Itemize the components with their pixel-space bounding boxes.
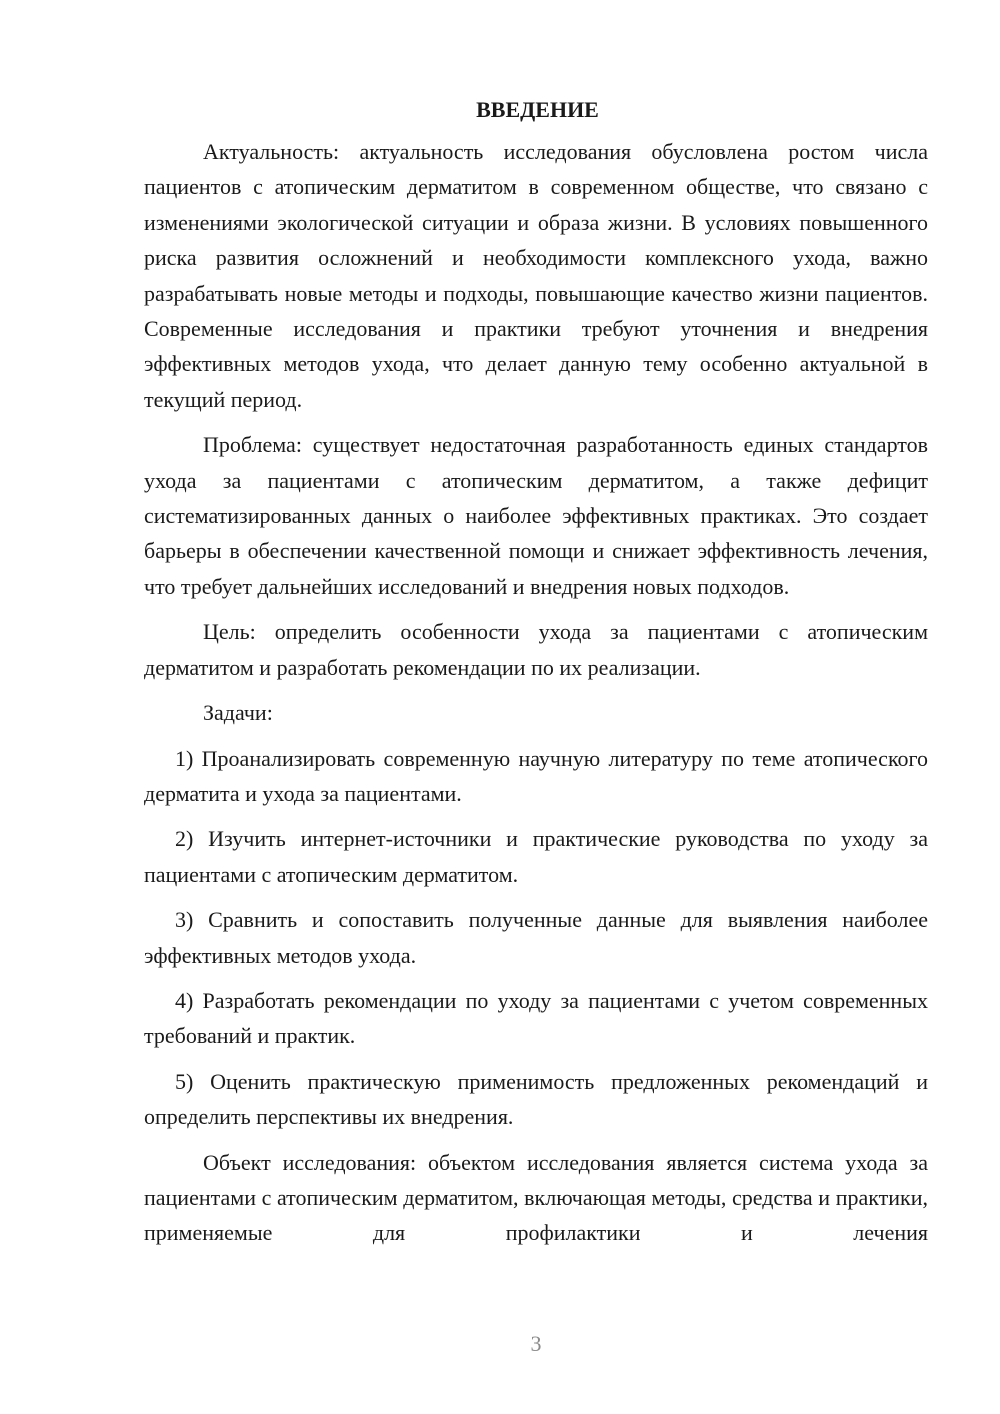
task-item-2: 2) Изучить интернет-источники и практические руководства по уходу за пациентами с атопическим дерматитом.: [144, 826, 928, 887]
problem-paragraph: Проблема: существует недостаточная разработанность единых стандартов ухода за пациентами с атопическим дерматитом, а также дефицит систематизированных данных о наиболее эффективных практиках. Это создает барьеры в обеспечении качественной помощи и снижает эффективность лечения, что требует дальнейших исследований и внедрения новых подходов.: [144, 432, 928, 599]
document-page: [144, 92, 928, 1261]
task-item-1: 1) Проанализировать современную научную литературу по теме атопического дерматита и ухода за пациентами.: [144, 745, 928, 806]
goal-paragraph: Цель: определить особенности ухода за пациентами с атопическим дерматитом и разработать рекомендации по их реализации.: [144, 619, 928, 680]
section-heading: ВВЕДЕНИЕ: [476, 97, 599, 122]
task-item-4: 4) Разработать рекомендации по уходу за пациентами с учетом современных требований и практик.: [144, 987, 928, 1049]
object-paragraph: Объект исследования: объектом исследования является система ухода за пациентами с атопическим дерматитом, включающая методы, средства и практики, применяемые для профилактики и лечения: [144, 1149, 928, 1246]
tasks-label: Задачи:: [203, 700, 273, 726]
page-number: 3: [530, 1331, 542, 1356]
task-item-5: 5) Оценить практическую применимость предложенных рекомендаций и определить перспективы их внедрения.: [144, 1068, 928, 1130]
relevance-paragraph: Актуальность: актуальность исследования обусловлена ростом числа пациентов с атопическим дерматитом в современном обществе, что связано с изменениями экологической ситуации и образа жизни. В условиях повышенного риска развития осложнений и необходимости комплексного ухода, важно разрабатывать новые методы и подходы, повышающие качество жизни пациентов. Современные исследования и практики требуют уточнения и внедрения эффективных методов ухода, что делает данную тему особенно актуальной в текущий период.: [144, 139, 928, 412]
task-item-3: 3) Сравнить и сопоставить полученные данные для выявления наиболее эффективных методов ухода.: [144, 907, 928, 968]
